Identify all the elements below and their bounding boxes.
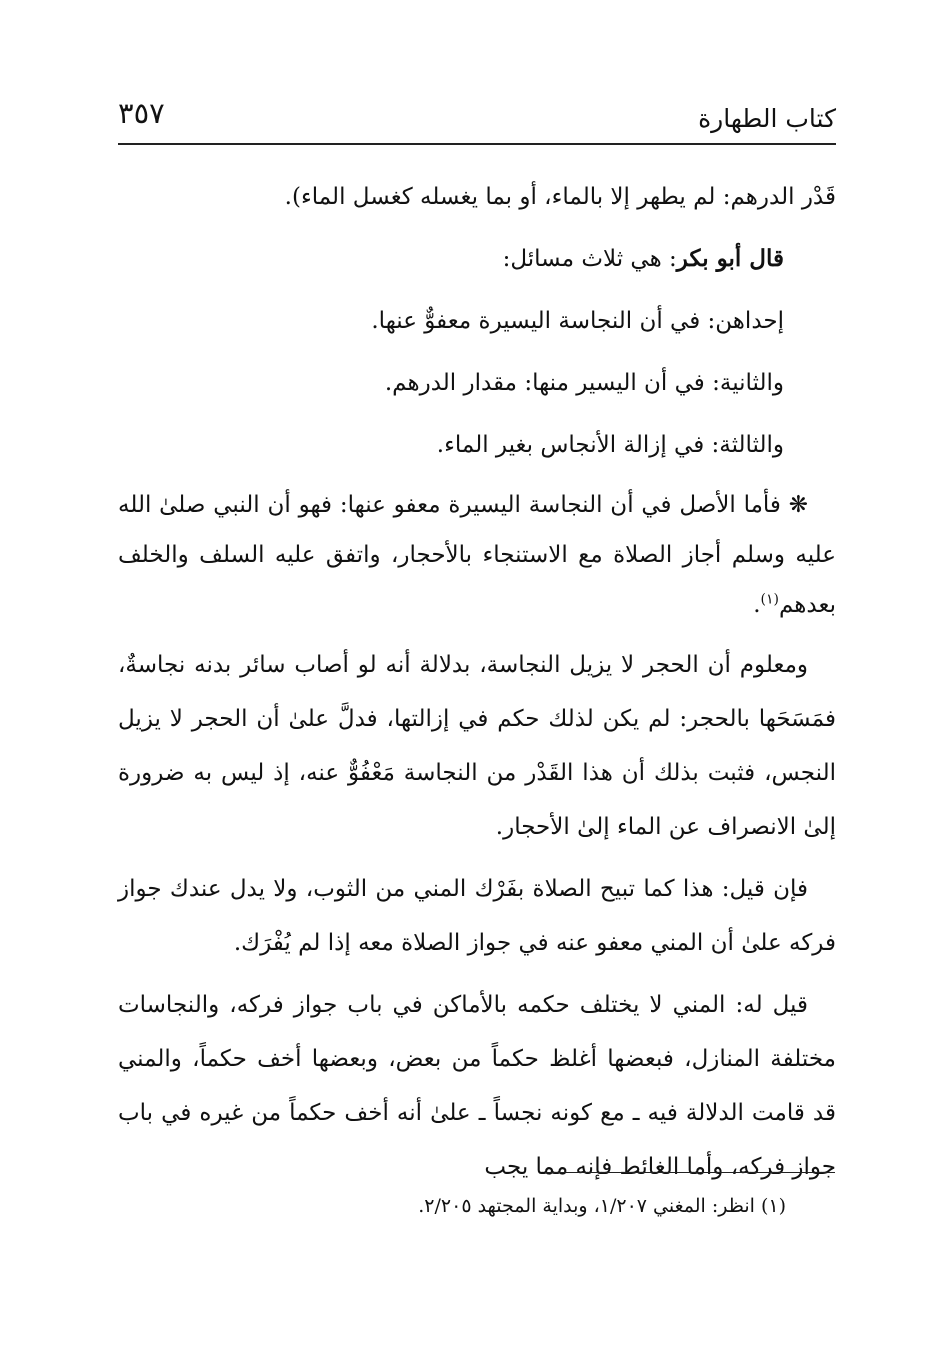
paragraph-4: والثانية: في أن اليسير منها: مقدار الدرهم. xyxy=(384,370,784,396)
footnote-reference[interactable]: (١) xyxy=(760,591,779,608)
paragraph-6 xyxy=(118,480,836,630)
paragraph-9: قيل له: المني لا يختلف حكمه بالأماكن في باب جواز فركه، والنجاسات مختلفة المنازل، فبعضها أغلظ حكماً من بعض، وبعضها أخف حكماً، والمني قد قامت الدلالة فيه ـ مع كونه نجساً ـ علىٰ أنه أخف حكماً من غيره في باب جواز فركه، وأما الغائط فإنه مما يجب xyxy=(118,992,836,1180)
paragraph-1: قَدْر الدرهم: لم يطهر إلا بالماء، أو بما يغسله كغسل الماء). xyxy=(284,184,836,210)
paragraph-8: فإن قيل: هذا كما تبيح الصلاة بفَرْك المني من الثوب، ولا يدل عندك جواز فركه علىٰ أن المني معفو عنه في جواز الصلاة معه إذا لم يُفْرَك. xyxy=(118,876,836,956)
paragraph-6-text: ❋ فأما الأصل في أن النجاسة اليسيرة معفو عنها: فهو أن النبي صلىٰ الله عليه وسلم أجاز الصلاة مع الاستنجاء بالأحجار، واتفق عليه السلف والخلف بعدهم xyxy=(118,492,836,618)
paragraph-6-end: . xyxy=(753,592,761,618)
chapter-title: كتاب الطهارة xyxy=(698,104,836,133)
paragraph-2 xyxy=(118,232,836,286)
speaker-name: قال أبو بكر xyxy=(676,245,784,272)
page-header xyxy=(118,92,836,140)
footnote-divider xyxy=(545,1172,835,1173)
main-text xyxy=(118,170,836,1202)
footnote: (١) انظر: المغني ١/٢٠٧، وبداية المجتهد ٢/٢٠٥. xyxy=(418,1195,786,1217)
paragraph-7: ومعلوم أن الحجر لا يزيل النجاسة، بدلالة أنه لو أصاب سائر بدنه نجاسةٌ، فمَسَحَها بالحجر: لم يكن لذلك حكم في إزالتها، فدلَّ علىٰ أن الحجر لا يزيل النجس، فثبت بذلك أن هذا القَدْر من النجاسة مَعْفُوٌّ عنه، إذ ليس به ضرورة إلىٰ الانصراف عن الماء إلىٰ الأحجار. xyxy=(118,652,836,840)
paragraph-2-rest: : هي ثلاث مسائل: xyxy=(502,246,677,272)
page-number: ٣٥٧ xyxy=(118,96,165,130)
header-divider xyxy=(118,143,836,145)
paragraph-3: إحداهن: في أن النجاسة اليسيرة معفوٌّ عنها. xyxy=(371,308,784,334)
paragraph-5: والثالثة: في إزالة الأنجاس بغير الماء. xyxy=(436,432,784,458)
